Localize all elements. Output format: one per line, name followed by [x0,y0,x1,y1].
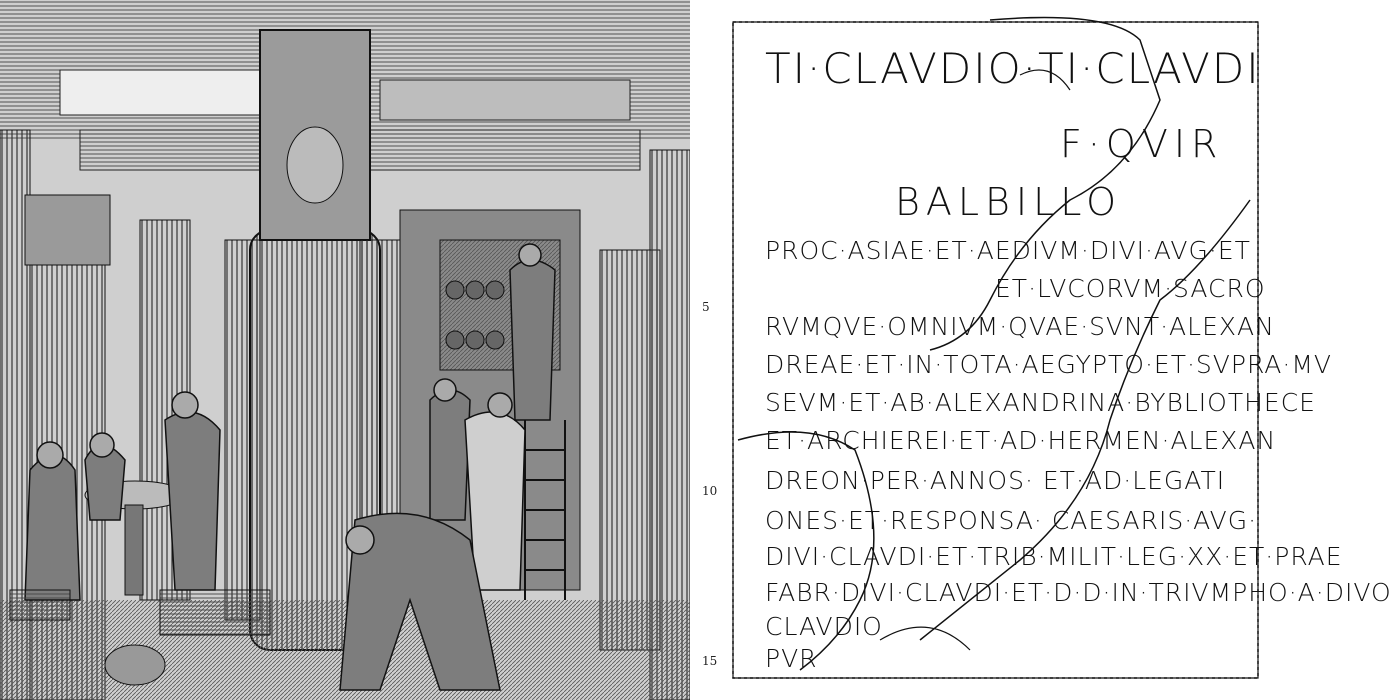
inscription-line-12: DIVI·CLAVDI·ET·TRIB·MILIT·LEG·XX·ET·PRAE [765,542,1343,571]
line-number-15: 15 [702,654,718,668]
inscription-line-14: CLAVDIO [765,612,883,641]
inscription-drawing [690,0,1392,700]
inscription-line-8: SEVM·ET·AB·ALEXANDRINA·BYBLIOTHECE [765,388,1316,417]
inscription-line-15: PVR [765,644,818,673]
library-engraving [0,0,690,700]
inscription-line-4: PROC·ASIAE·ET·AEDIVM·DIVI·AVG·ET [765,236,1251,265]
inscription-line-11: ONES·ET·RESPONSA· CAESARIS·AVG· [765,506,1258,535]
line-number-5: 5 [702,300,710,314]
inscription-line-1: TI·CLAVDIO·TI·CLAVDI [765,44,1261,93]
inscription-line-2: F·QVIR [1060,122,1224,166]
line-number-10: 10 [702,484,718,498]
inscription-line-7: DREAE·ET·IN·TOTA·AEGYPTO·ET·SVPRA·MV [765,350,1333,379]
inscription-line-6: RVMQVE·OMNIVM·QVAE·SVNT·ALEXAN [765,312,1275,341]
inscription-line-5: ET·LVCORVM·SACRO [995,274,1266,303]
inscription-line-13: FABR·DIVI·CLAVDI·ET·D·D·IN·TRIVMPHO·A·DIVO [765,578,1392,607]
inscription-line-10: DREON·PER·ANNOS· ET·AD·LEGATI [765,466,1226,495]
inscription-line-3: BALBILLO [895,180,1123,224]
engraving-illustration [0,0,690,700]
inscription-line-9: ET·ARCHIEREI·ET·AD·HERMEN·ALEXAN [765,426,1277,455]
